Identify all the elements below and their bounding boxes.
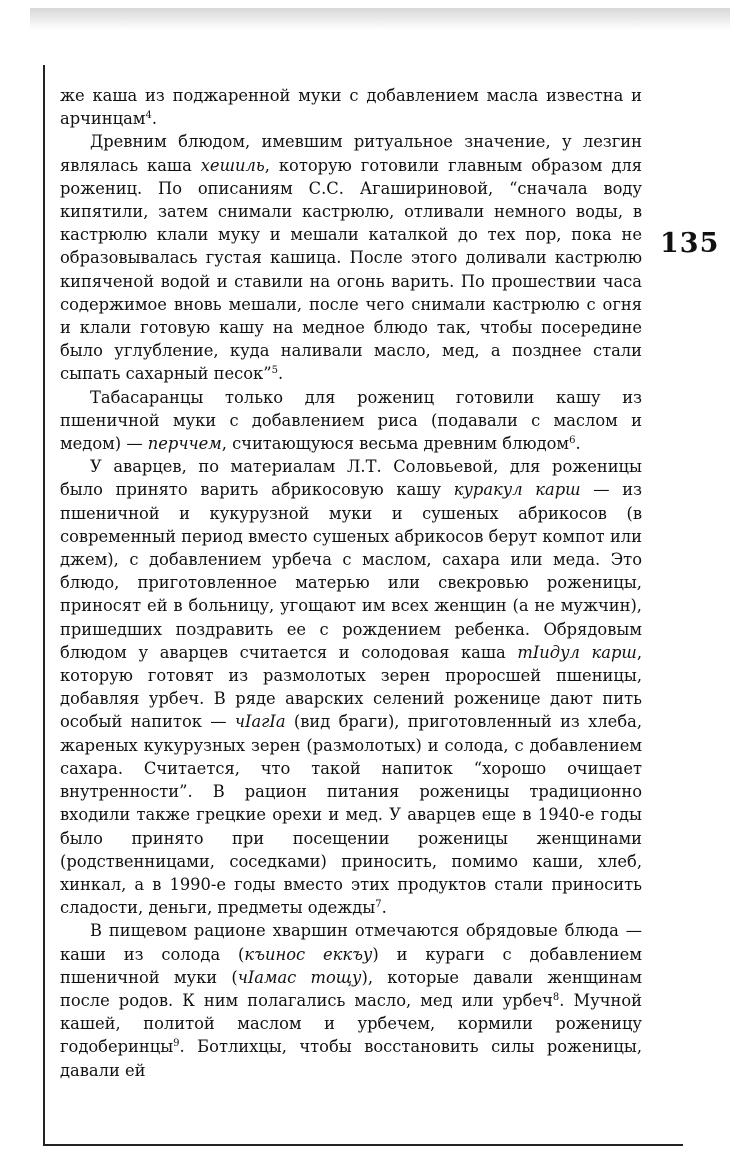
italic-term: хешиль [200,155,265,175]
page-edge-shadow [30,8,730,30]
footnote-mark: 8 [552,991,560,1003]
italic-term: перччем [147,434,222,454]
footnote-mark: 6 [569,435,576,447]
italic-term: чIагIа [234,712,286,732]
italic-term: къинос еккъу [244,944,373,964]
italic-term: чIамас тощу [237,967,362,987]
left-margin-rule [43,65,45,1145]
footnote-mark: 5 [271,365,278,377]
page-number: 135 [660,228,720,259]
bottom-rule [43,1144,683,1146]
italic-term: тIидул карш [517,642,637,662]
body-text [60,84,642,1082]
paragraph-5: В пищевом рационе хваршин отмечаются обрядовые блюда — каши из солода (къинос еккъу) и кураги с добавлением пшеничной муки (чIамас тощу), которые давали женщинам после родов. К ним полагались масло, мед или урбеч$^8$. Мучной кашей, политой маслом и урбечем, кормили роженицу годоберинцы$^9$. Ботлихцы, чтобы восстановить силы роженицы, давали ей [60,921,642,1080]
paragraph-1: же каша из поджаренной муки с добавлением масла известна и арчинцам$^4$. [60,86,642,129]
footnote-mark: 4 [145,110,152,122]
paragraph-4: У аварцев, по материалам Л.Т. Соловьевой, для роженицы было принято варить абрикосовую кашу куракул карш — из пшеничной и кукурузной муки и сушеных абрикосов (в современный период вместо сушеных абрикосов берут компот или джем), с добавлением урбеча с маслом, сахара или меда. Это блюдо, приготовленное матерью или свекровью роженицы, приносят ей в больницу, угощают им всех женщин (а не мужчин), пришедших поздравить ее с рождением ребенка. Обрядовым блюдом у аварцев считается и солодовая каша тIидул карш, которую готовят из размолотых зерен проросшей пшеницы, добавляя урбеч. В ряде аварских селений роженице дают пить особый напиток — чIагIа (вид браги), приготовленный из хлеба, жареных кукурузных зерен (размолотых) и солода, с добавлением сахара. Считается, что такой напиток “хорошо очищает внутренности”. В рацион питания роженицы традиционно входили также грецкие орехи и мед. У аварцев еще в 1940-е годы было принято при посещении роженицы женщинами (родственницами, соседками) приносить, помимо каши, хлеб, хинкал, а в 1990-е годы вместо этих продуктов стали приносить сладости, деньги, предметы одежды$^7$. [60,457,642,918]
footnote-mark: 9 [173,1038,180,1050]
paragraph-2: Древним блюдом, имевшим ритуальное значение, у лезгин являлась каша хешиль, которую готовили главным образом для рожениц. По описаниям С.С. Агашириновой, “сначала воду кипятили, затем снимали кастрюлю, отливали немного воды, в кастрюлю клали муку и мешали каталкой до тех пор, пока не образовывалась густая кашица. После этого доливали кастрюлю кипяченой водой и ставили на огонь варить. По прошествии часа содержимое вновь мешали, после чего снимали кастрюлю с огня и клали готовую кашу на медное блюдо так, чтобы посередине было углубление, куда наливали масло, мед, а позднее стали сыпать сахарный песок”$^5$. [60,132,642,384]
paragraph-3: Табасаранцы только для рожениц готовили кашу из пшеничной муки с добавлением риса (подавали с маслом и медом) — перччем, считающуюся весьма древним блюдом$^6$. [60,387,642,454]
italic-term: куракул карш [453,480,581,500]
footnote-mark: 7 [375,899,382,911]
